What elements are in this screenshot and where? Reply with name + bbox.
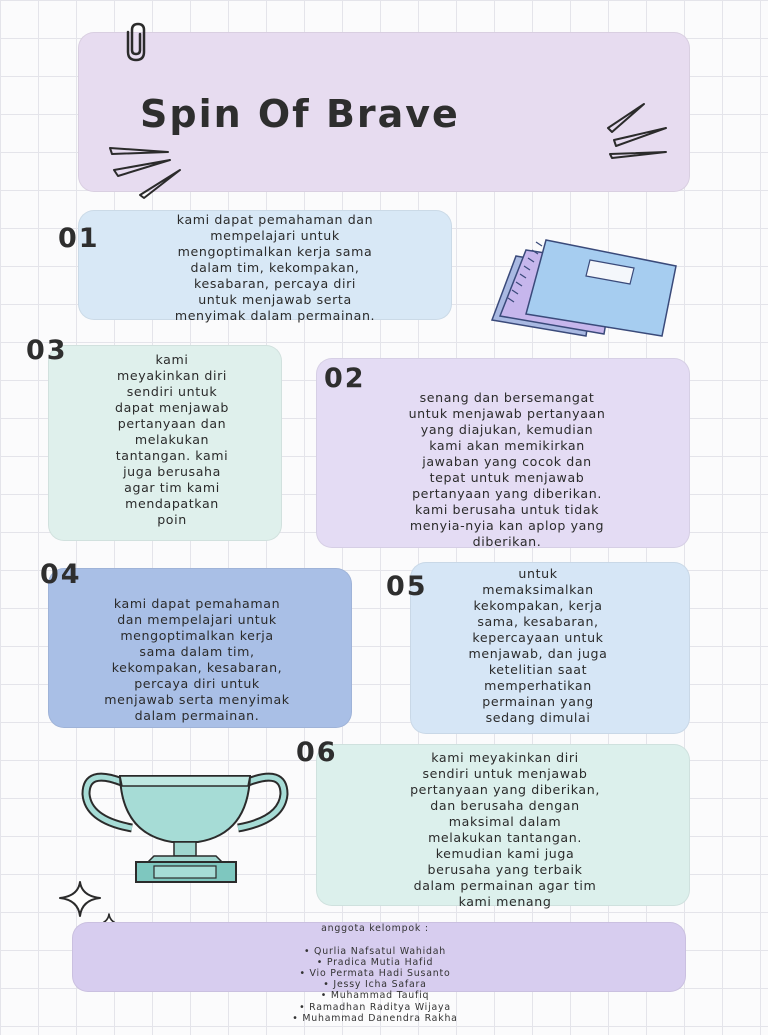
section-04-text: kami dapat pemahaman dan mempelajari untuk mengoptimalkan kerja sama dalam tim, kekompakan, kesabaran, percaya diri untuk menjawab serta menyimak dalam permainan. [104,596,290,723]
burst-lines-left-icon [108,140,188,200]
members-names: • Qurlia Nafsatul Wahidah • Pradica Mutia Hafid • Vio Permata Hadi Susanto • Jessy Icha Safara • Muhammad Taufiq • Ramadhan Raditya Wijaya • Muhammad Danendra Rakha [292,945,458,1024]
section-01-number: 01 [58,223,100,254]
paperclip-icon [118,22,158,62]
burst-lines-right-icon [604,100,674,165]
section-01-text: kami dapat pemahaman dan mempelajari untuk mengoptimalkan kerja sama dalam tim, kekompakan, kesabaran, percaya diri untuk menjawab serta menyimak dalam permainan. [174,212,376,323]
page-title: Spin Of Brave [140,92,460,136]
members-list [230,912,520,1035]
section-04-number: 04 [40,559,82,590]
section-05-text: untuk memaksimalkan kekompakan, kerja sama, kesabaran, kepercayaan untuk menjawab, dan juga ketelitian saat memperhatikan permainan yang sedang dimulai [468,566,608,725]
notebook-icon [486,236,686,346]
section-06-number: 06 [296,737,338,768]
section-05-number: 05 [386,571,428,602]
trophy-icon [80,764,290,888]
members-heading: anggota kelompok : [321,923,429,935]
section-02-text: senang dan bersemangat untuk menjawab pertanyaan yang diajukan, kemudian kami akan memikirkan jawaban yang cocok dan tepat untuk menjawab pertanyaan yang diberikan. kami berusaha untuk tidak menyia-nyia kan aplop yang diberikan. [408,390,606,549]
section-02-number: 02 [324,363,366,394]
section-03-text: kami meyakinkan diri sendiri untuk dapat menjawab pertanyaan dan melakukan tantangan. kami juga berusaha agar tim kami mendapatkan poin [115,352,229,527]
section-03-number: 03 [26,335,68,366]
section-06-text: kami meyakinkan diri sendiri untuk menjawab pertanyaan yang diberikan, dan berusaha dengan maksimal dalam melakukan tantangan. kemudian kami juga berusaha yang terbaik dalam permainan agar tim kami menang [410,750,600,909]
